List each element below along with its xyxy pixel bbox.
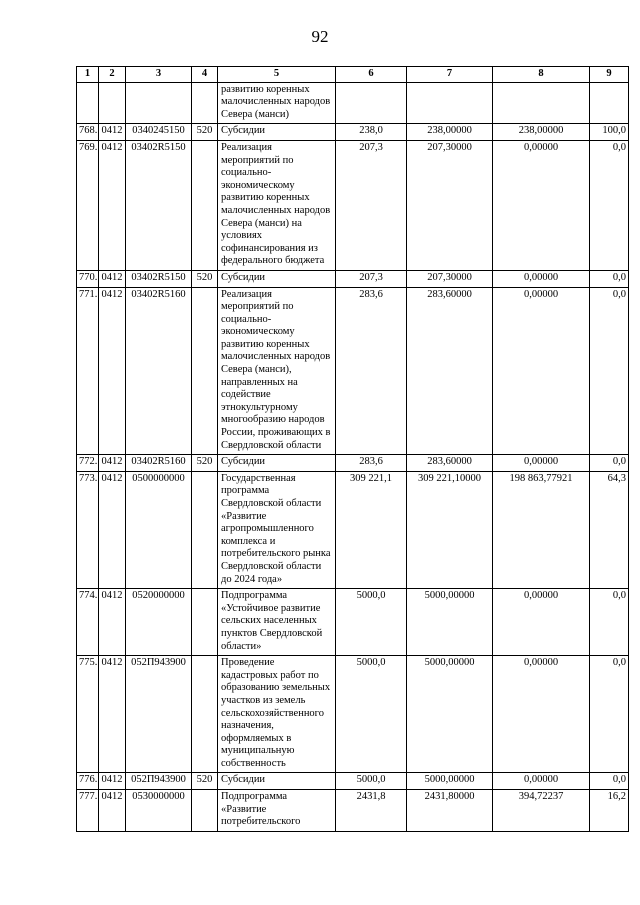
item-name-cell: Реализация мероприятий по социально-экономическому развитию коренных малочисленных народов Севера (манси), направленных на содействие этнокультурному многообразию народов России, проживающих в Свердловской области bbox=[218, 287, 336, 455]
target-article-cell: 03402R5150 bbox=[126, 140, 192, 270]
planned-amount-cell: 207,30000 bbox=[407, 270, 493, 287]
section-code-cell: 0412 bbox=[99, 287, 126, 455]
target-article-cell: 03402R5160 bbox=[126, 455, 192, 472]
approved-amount-cell: 309 221,1 bbox=[336, 471, 407, 588]
target-article-cell: 0500000000 bbox=[126, 471, 192, 588]
expense-type-cell: 520 bbox=[192, 270, 218, 287]
approved-amount-cell: 283,6 bbox=[336, 287, 407, 455]
execution-percent-cell: 0,0 bbox=[590, 773, 629, 790]
page-number: 92 bbox=[311, 27, 329, 46]
table-row bbox=[77, 471, 629, 588]
header-cell: 2 bbox=[99, 67, 126, 83]
target-article-cell bbox=[126, 82, 192, 124]
approved-amount-cell: 238,0 bbox=[336, 124, 407, 141]
table-row bbox=[77, 270, 629, 287]
header-cell: 7 bbox=[407, 67, 493, 83]
expense-type-cell bbox=[192, 471, 218, 588]
executed-amount-cell bbox=[493, 82, 590, 124]
header-cell: 5 bbox=[218, 67, 336, 83]
target-article-cell: 03402R5160 bbox=[126, 287, 192, 455]
target-article-cell: 0520000000 bbox=[126, 589, 192, 656]
item-name-cell: Государственная программа Свердловской области «Развитие агропромышленного комплекса и потребительского рынка Свердловской области до 2024 года» bbox=[218, 471, 336, 588]
executed-amount-cell: 0,00000 bbox=[493, 773, 590, 790]
table-row bbox=[77, 656, 629, 773]
expense-type-cell bbox=[192, 589, 218, 656]
planned-amount-cell bbox=[407, 82, 493, 124]
expense-type-cell bbox=[192, 140, 218, 270]
expense-type-cell bbox=[192, 82, 218, 124]
item-name-cell: развитию коренных малочисленных народов Севера (манси) bbox=[218, 82, 336, 124]
expense-type-cell bbox=[192, 287, 218, 455]
executed-amount-cell: 0,00000 bbox=[493, 589, 590, 656]
table-row bbox=[77, 773, 629, 790]
header-cell: 1 bbox=[77, 67, 99, 83]
header-cell: 3 bbox=[126, 67, 192, 83]
row-number-cell: 771. bbox=[77, 287, 99, 455]
expense-type-cell: 520 bbox=[192, 773, 218, 790]
planned-amount-cell: 283,60000 bbox=[407, 287, 493, 455]
section-code-cell bbox=[99, 82, 126, 124]
executed-amount-cell: 0,00000 bbox=[493, 455, 590, 472]
executed-amount-cell: 0,00000 bbox=[493, 656, 590, 773]
table-header-row bbox=[77, 67, 629, 83]
row-number-cell: 770. bbox=[77, 270, 99, 287]
section-code-cell: 0412 bbox=[99, 270, 126, 287]
target-article-cell: 052П943900 bbox=[126, 656, 192, 773]
row-number-cell: 777. bbox=[77, 790, 99, 832]
header-cell: 4 bbox=[192, 67, 218, 83]
execution-percent-cell: 0,0 bbox=[590, 589, 629, 656]
item-name-cell: Подпрограмма «Устойчивое развитие сельских населенных пунктов Свердловской области» bbox=[218, 589, 336, 656]
section-code-cell: 0412 bbox=[99, 124, 126, 141]
row-number-cell: 775. bbox=[77, 656, 99, 773]
expense-type-cell bbox=[192, 790, 218, 832]
item-name-cell: Реализация мероприятий по социально-экономическому развитию коренных малочисленных народов Севера (манси) на условиях софинансирования из федерального бюджета bbox=[218, 140, 336, 270]
executed-amount-cell: 0,00000 bbox=[493, 287, 590, 455]
approved-amount-cell bbox=[336, 82, 407, 124]
row-number-cell bbox=[77, 82, 99, 124]
planned-amount-cell: 207,30000 bbox=[407, 140, 493, 270]
section-code-cell: 0412 bbox=[99, 140, 126, 270]
execution-percent-cell: 0,0 bbox=[590, 270, 629, 287]
section-code-cell: 0412 bbox=[99, 790, 126, 832]
section-code-cell: 0412 bbox=[99, 471, 126, 588]
target-article-cell: 052П943900 bbox=[126, 773, 192, 790]
row-number-cell: 776. bbox=[77, 773, 99, 790]
row-number-cell: 768. bbox=[77, 124, 99, 141]
table-row bbox=[77, 287, 629, 455]
section-code-cell: 0412 bbox=[99, 589, 126, 656]
header-cell: 8 bbox=[493, 67, 590, 83]
executed-amount-cell: 198 863,77921 bbox=[493, 471, 590, 588]
target-article-cell: 0340245150 bbox=[126, 124, 192, 141]
executed-amount-cell: 0,00000 bbox=[493, 140, 590, 270]
execution-percent-cell bbox=[590, 82, 629, 124]
execution-percent-cell: 64,3 bbox=[590, 471, 629, 588]
planned-amount-cell: 309 221,10000 bbox=[407, 471, 493, 588]
row-number-cell: 772. bbox=[77, 455, 99, 472]
expense-type-cell: 520 bbox=[192, 455, 218, 472]
planned-amount-cell: 5000,00000 bbox=[407, 656, 493, 773]
table-row bbox=[77, 589, 629, 656]
item-name-cell: Подпрограмма «Развитие потребительского bbox=[218, 790, 336, 832]
section-code-cell: 0412 bbox=[99, 455, 126, 472]
approved-amount-cell: 5000,0 bbox=[336, 656, 407, 773]
target-article-cell: 0530000000 bbox=[126, 790, 192, 832]
executed-amount-cell: 238,00000 bbox=[493, 124, 590, 141]
planned-amount-cell: 2431,80000 bbox=[407, 790, 493, 832]
approved-amount-cell: 207,3 bbox=[336, 270, 407, 287]
planned-amount-cell: 283,60000 bbox=[407, 455, 493, 472]
approved-amount-cell: 207,3 bbox=[336, 140, 407, 270]
execution-percent-cell: 100,0 bbox=[590, 124, 629, 141]
item-name-cell: Субсидии bbox=[218, 773, 336, 790]
execution-percent-cell: 0,0 bbox=[590, 140, 629, 270]
row-number-cell: 773. bbox=[77, 471, 99, 588]
execution-percent-cell: 0,0 bbox=[590, 656, 629, 773]
planned-amount-cell: 5000,00000 bbox=[407, 589, 493, 656]
approved-amount-cell: 5000,0 bbox=[336, 773, 407, 790]
approved-amount-cell: 283,6 bbox=[336, 455, 407, 472]
target-article-cell: 03402R5150 bbox=[126, 270, 192, 287]
planned-amount-cell: 5000,00000 bbox=[407, 773, 493, 790]
executed-amount-cell: 394,72237 bbox=[493, 790, 590, 832]
expense-type-cell: 520 bbox=[192, 124, 218, 141]
table-row bbox=[77, 455, 629, 472]
header-cell: 9 bbox=[590, 67, 629, 83]
item-name-cell: Субсидии bbox=[218, 124, 336, 141]
approved-amount-cell: 2431,8 bbox=[336, 790, 407, 832]
planned-amount-cell: 238,00000 bbox=[407, 124, 493, 141]
section-code-cell: 0412 bbox=[99, 656, 126, 773]
item-name-cell: Субсидии bbox=[218, 270, 336, 287]
row-number-cell: 769. bbox=[77, 140, 99, 270]
table-row bbox=[77, 82, 629, 124]
execution-percent-cell: 0,0 bbox=[590, 287, 629, 455]
approved-amount-cell: 5000,0 bbox=[336, 589, 407, 656]
executed-amount-cell: 0,00000 bbox=[493, 270, 590, 287]
table-row bbox=[77, 790, 629, 832]
section-code-cell: 0412 bbox=[99, 773, 126, 790]
budget-table bbox=[76, 66, 629, 832]
row-number-cell: 774. bbox=[77, 589, 99, 656]
item-name-cell: Субсидии bbox=[218, 455, 336, 472]
table-row bbox=[77, 124, 629, 141]
header-cell: 6 bbox=[336, 67, 407, 83]
table-row bbox=[77, 140, 629, 270]
execution-percent-cell: 0,0 bbox=[590, 455, 629, 472]
expense-type-cell bbox=[192, 656, 218, 773]
execution-percent-cell: 16,2 bbox=[590, 790, 629, 832]
item-name-cell: Проведение кадастровых работ по образованию земельных участков из земель сельскохозяйственного назначения, оформляемых в муниципальную собственность bbox=[218, 656, 336, 773]
